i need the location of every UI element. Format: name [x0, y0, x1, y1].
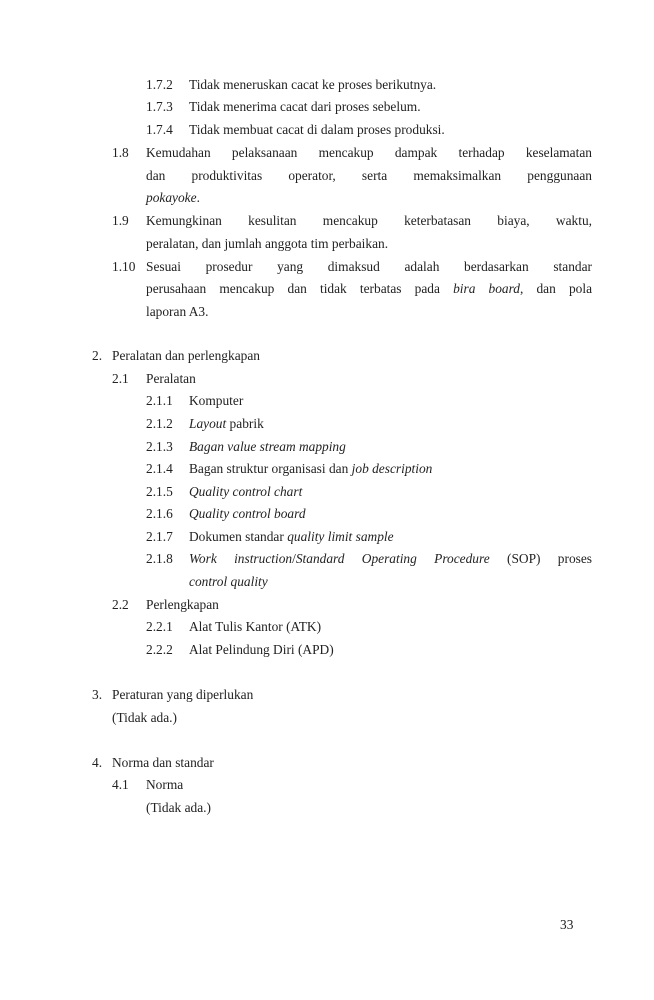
list-item-text: Alat Tulis Kantor (ATK) — [189, 619, 322, 634]
paragraph-line — [189, 550, 592, 568]
paragraph-line: dan produktivitas operator, serta memaksimalkan penggunaan — [146, 168, 592, 183]
list-item-text: Tidak menerima cacat dari proses sebelum. — [189, 99, 421, 114]
list-item-text: Tidak meneruskan cacat ke proses berikutnya. — [189, 77, 437, 92]
list-item-text: Alat Pelindung Diri (APD) — [189, 642, 334, 657]
italic-term: quality limit sample — [287, 529, 394, 544]
text-segment: Dokumen standar — [189, 529, 288, 544]
subsection-number: 2.1 — [112, 371, 129, 386]
italic-term: Layout — [189, 416, 227, 431]
paragraph-line: Sesuai prosedur yang dimaksud adalah berdasarkan standar — [146, 259, 592, 274]
italic-term: job description — [351, 461, 433, 476]
section-title: Norma dan standar — [112, 755, 214, 770]
page-number: 33 — [560, 917, 574, 932]
text-segment: (SOP) proses — [507, 551, 593, 566]
item-number: 1.7.4 — [146, 122, 173, 137]
subsection-number: 2.2 — [112, 597, 129, 612]
list-item-text — [189, 528, 394, 546]
list-item-text — [189, 438, 346, 456]
item-number: 1.8 — [112, 145, 129, 160]
list-item-text — [189, 505, 306, 523]
item-number: 2.2.2 — [146, 642, 173, 657]
subsection-title: Perlengkapan — [146, 597, 219, 612]
item-number: 1.7.3 — [146, 99, 173, 114]
item-number: 2.2.1 — [146, 619, 173, 634]
list-item-text: Tidak membuat cacat di dalam proses produksi. — [189, 122, 445, 137]
section-title: Peraturan yang diperlukan — [112, 687, 254, 702]
paragraph-line: peralatan, dan jumlah anggota tim perbaikan. — [146, 236, 389, 251]
subsection-number: 4.1 — [112, 777, 129, 792]
item-number: 1.10 — [112, 259, 136, 274]
paragraph-line: laporan A3. — [146, 304, 209, 319]
section-note: (Tidak ada.) — [146, 800, 211, 815]
punctuation: . — [196, 190, 200, 205]
paragraph-line — [146, 280, 592, 298]
paragraph-line — [189, 573, 268, 591]
item-number: 2.1.1 — [146, 393, 173, 408]
italic-term: control quality — [189, 574, 268, 589]
italic-term: pokayoke — [146, 190, 197, 205]
paragraph-line: Kemudahan pelaksanaan mencakup dampak terhadap keselamatan — [146, 145, 592, 160]
item-number: 2.1.3 — [146, 439, 173, 454]
text-segment: pabrik — [226, 416, 264, 431]
italic-term: Quality control chart — [189, 484, 303, 499]
subsection-title: Norma — [146, 777, 184, 792]
item-number: 2.1.8 — [146, 551, 173, 566]
section-note: (Tidak ada.) — [112, 710, 177, 725]
paragraph-line: Kemungkinan kesulitan mencakup keterbatasan biaya, waktu, — [146, 213, 592, 228]
item-number: 2.1.6 — [146, 506, 173, 521]
italic-term: Bagan value stream mapping — [189, 439, 346, 454]
list-item-text — [189, 483, 302, 501]
section-number: 3. — [92, 687, 103, 702]
section-number: 2. — [92, 348, 103, 363]
italic-term: Standard Operating Procedure — [295, 551, 490, 566]
item-number: 1.9 — [112, 213, 129, 228]
italic-term: bira board — [453, 281, 521, 296]
list-item-text — [189, 460, 432, 478]
item-number: 2.1.5 — [146, 484, 173, 499]
section-title: Peralatan dan perlengkapan — [112, 348, 260, 363]
section-number: 4. — [92, 755, 103, 770]
item-number: 2.1.7 — [146, 529, 173, 544]
italic-term: Quality control board — [189, 506, 306, 521]
text-segment: Bagan struktur organisasi dan — [189, 461, 352, 476]
text-segment: , dan pola — [520, 281, 593, 296]
paragraph-line — [146, 189, 200, 207]
list-item-text: Komputer — [189, 393, 244, 408]
slash: / — [292, 551, 296, 566]
item-number: 2.1.2 — [146, 416, 173, 431]
item-number: 2.1.4 — [146, 461, 173, 476]
item-number: 1.7.2 — [146, 77, 173, 92]
list-item-text — [189, 415, 264, 433]
italic-term: Work instruction — [189, 551, 293, 566]
subsection-title: Peralatan — [146, 371, 196, 386]
text-segment: perusahaan mencakup dan tidak terbatas pada — [146, 281, 440, 296]
